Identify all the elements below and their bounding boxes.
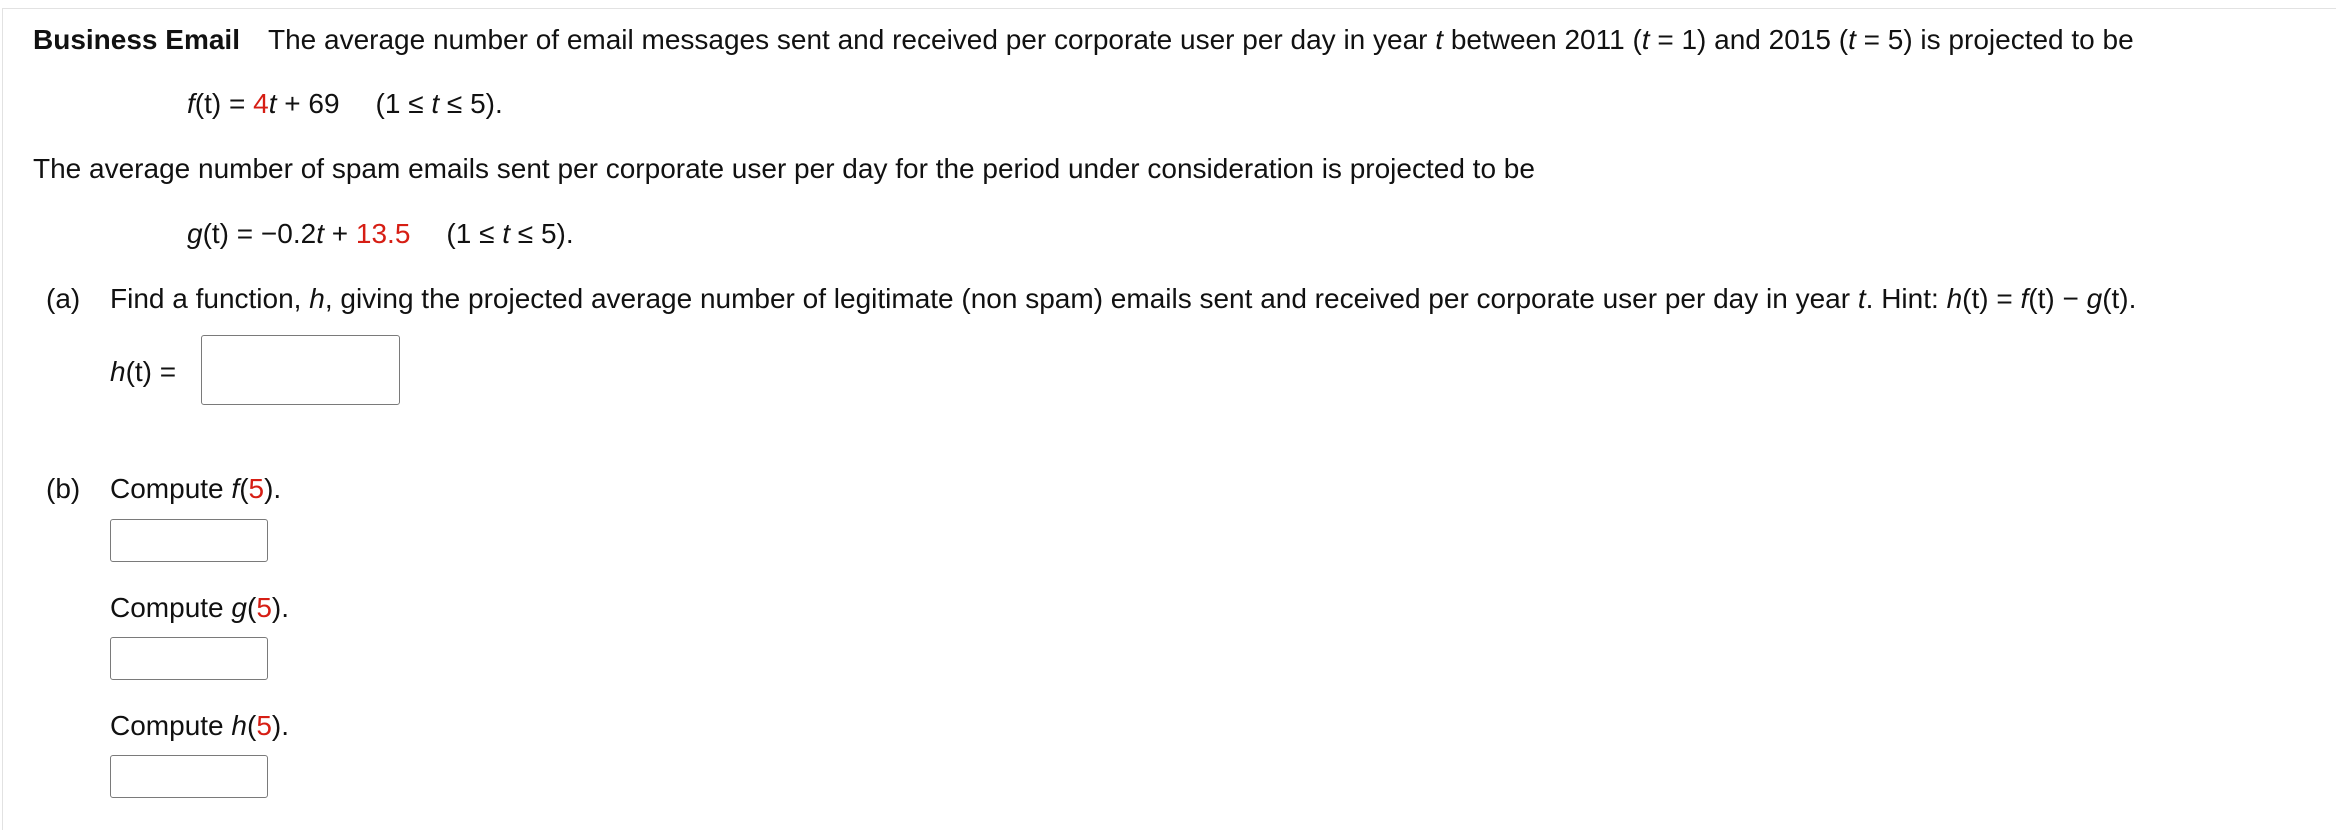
part-a-question: Find a function, h, giving the projected average number of legitimate (non spam) emails sent and received per corporate user per day in year t. Hint: h(t) = f(t) − g(t).: [110, 283, 2137, 314]
part-b-label: (b): [46, 473, 81, 504]
h-function-input[interactable]: [201, 335, 400, 405]
question-frame: [2, 8, 2336, 830]
g5-input[interactable]: [110, 637, 268, 680]
problem-statement: Business Email The average number of email messages sent and received per corporate user per day in year t between 2011 (t = 1) and 2015 (t = 5) is projected to be: [33, 24, 2134, 55]
compute-h5-prompt: Compute h(5).: [110, 710, 289, 741]
compute-g5-prompt: Compute g(5).: [110, 592, 289, 623]
f-definition: f(t) = 4t + 69 (1 ≤ t ≤ 5).: [187, 88, 503, 119]
h-answer-label: h(t) =: [110, 356, 177, 387]
h5-input[interactable]: [110, 755, 268, 798]
problem-title: Business Email: [33, 24, 240, 55]
spam-statement: The average number of spam emails sent per corporate user per day for the period under consideration is projected to be: [33, 153, 1535, 184]
compute-f5-prompt: Compute f(5).: [110, 473, 282, 504]
f5-input[interactable]: [110, 519, 268, 562]
part-a-label: (a): [46, 283, 81, 314]
g-definition: g(t) = −0.2t + 13.5 (1 ≤ t ≤ 5).: [187, 218, 574, 249]
